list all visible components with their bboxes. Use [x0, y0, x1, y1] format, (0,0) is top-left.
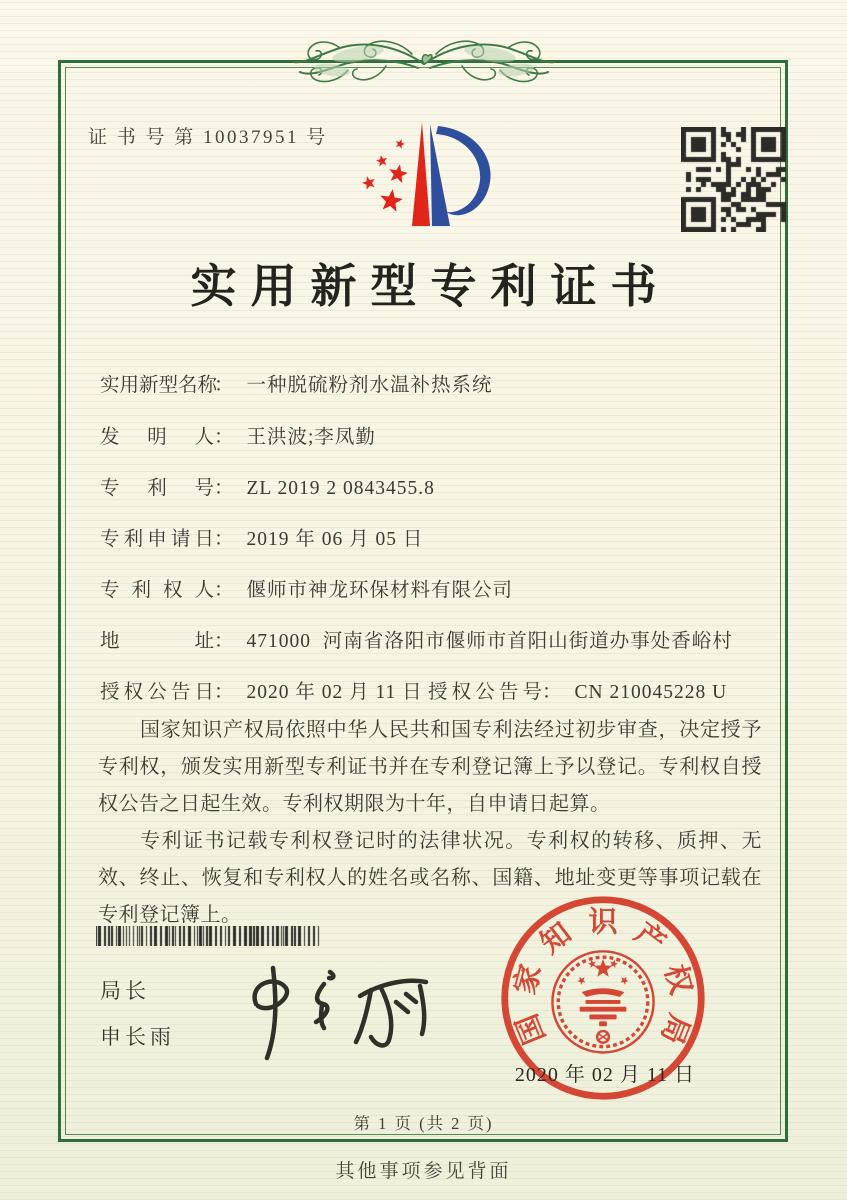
field-row-patent-number [100, 472, 435, 500]
field-colon: ： [214, 580, 234, 601]
field-label: 专利号 [100, 478, 214, 499]
field-colon: ： [214, 375, 234, 396]
field-row-address [100, 625, 733, 653]
field-value: 王洪波;李凤勤 [246, 427, 376, 448]
border-scrollwork-ornament [288, 24, 560, 100]
field-value: 2019 年 06 月 05 日 [246, 529, 424, 550]
field-value: 一种脱硫粉剂水温补热系统 [246, 375, 493, 396]
field-label: 专利权人 [100, 580, 214, 601]
field-colon: ： [542, 682, 562, 703]
svg-text:知: 知 [534, 916, 578, 961]
legal-paragraph: 专利证书记载专利权登记时的法律状况。专利权的转移、质押、无效、终止、恢复和专利权人的姓名或名称、国籍、地址变更等事项记载在专利登记簿上。 [98, 830, 762, 926]
field-value: ZL 2019 2 0843455.8 [246, 478, 435, 499]
certificate-number: 证 书 号 第 10037951 号 [88, 127, 328, 148]
svg-text:家: 家 [509, 961, 548, 998]
field-colon: ： [214, 427, 234, 448]
field-label: 专利申请日 [100, 529, 214, 550]
field-row-grant-date [100, 676, 423, 704]
director-signature [218, 952, 453, 1070]
field-colon: ： [214, 529, 234, 550]
svg-text:产: 产 [628, 916, 672, 961]
director-name: 申长雨 [100, 1025, 175, 1049]
field-label: 发明人 [100, 427, 214, 448]
footer-note: 其他事项参见背面 [335, 1161, 512, 1182]
seal-date: 2020 年 02 月 11 日 [514, 1064, 696, 1086]
field-label: 实用新型名称 [100, 375, 218, 396]
svg-text:权: 权 [658, 961, 697, 998]
field-row-grant-number [428, 676, 727, 704]
field-row-inventor [100, 421, 376, 449]
director-block [100, 975, 175, 1051]
svg-text:识: 识 [588, 906, 618, 939]
field-value: 2020 年 02 月 11 日 [246, 682, 423, 703]
qr-code [681, 127, 786, 232]
certificate-title: 实用新型专利证书 [190, 261, 671, 312]
svg-text:局: 局 [654, 1009, 695, 1049]
field-value: CN 210045228 U [574, 682, 728, 703]
field-row-utility-model-name [100, 369, 493, 397]
field-value: 偃师市神龙环保材料有限公司 [246, 580, 514, 601]
field-label: 授权公告号 [428, 682, 542, 703]
legal-paragraph: 国家知识产权局依照中华人民共和国专利法经过初步审查，决定授予专利权，颁发实用新型专利证书并在专利登记簿上予以登记。专利权自授权公告之日起生效。专利权期限为十年，自申请日起算。 [98, 719, 762, 815]
barcode [96, 926, 320, 946]
field-colon: ： [214, 682, 234, 703]
field-colon: ： [214, 478, 234, 499]
svg-text:国: 国 [511, 1009, 552, 1049]
field-label: 地址 [100, 631, 214, 652]
director-title: 局长 [100, 979, 150, 1003]
page-number: 第 1 页 (共 2 页) [353, 1114, 494, 1133]
field-row-application-date [100, 523, 423, 551]
field-colon: ： [214, 631, 234, 652]
field-value: 471000 河南省洛阳市偃师市首阳山街道办事处香峪村 [246, 631, 733, 652]
field-row-patentee [100, 574, 513, 602]
field-label: 授权公告日 [100, 682, 214, 703]
cnipa-logo-icon [352, 114, 502, 244]
